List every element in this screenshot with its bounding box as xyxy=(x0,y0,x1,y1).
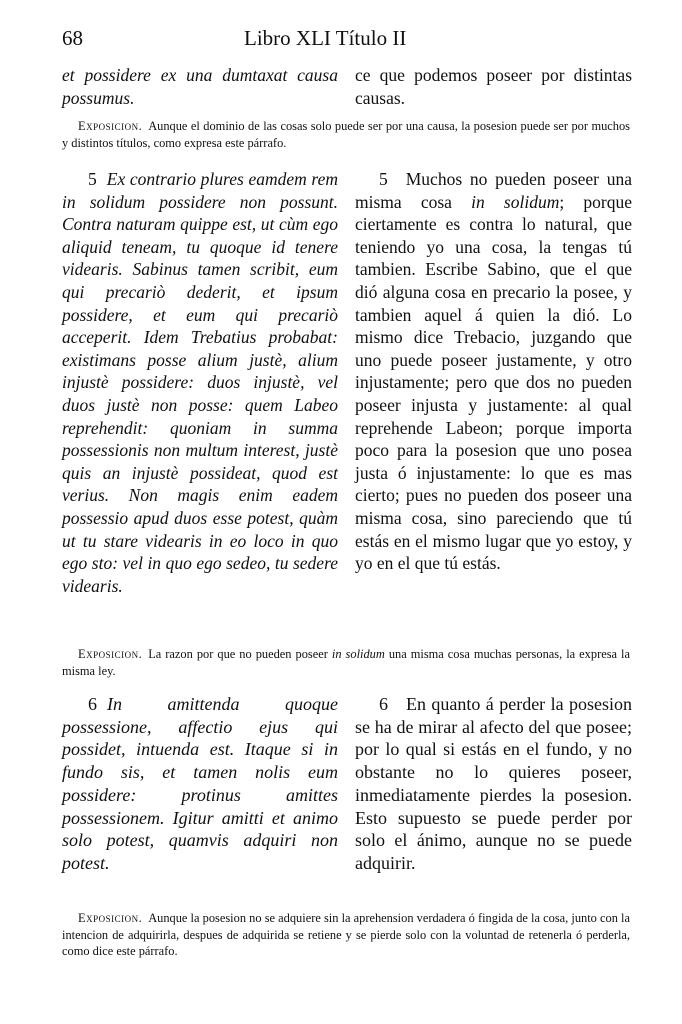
spanish-paragraph: En quanto á perder la posesion se ha de mirar al afecto del que posee; por lo qual si estás en el fundo, y no obstante no lo quieres poseer, inmediatamente pierdes la posesion. Esto supuesto se puede perder por solo el ánimo, aunque no se puede adquirir. xyxy=(355,694,632,873)
page-header xyxy=(62,26,630,56)
exposicion-note xyxy=(62,118,630,151)
exposicion-note xyxy=(62,646,630,679)
spanish-text xyxy=(355,168,632,575)
exposicion-text: La razon por que no pueden poseer xyxy=(148,647,332,661)
paragraph-continuation xyxy=(62,64,634,112)
latin-text: et possidere ex una dumtaxat causa possumus. xyxy=(62,65,338,108)
spanish-text-part: ; porque ciertamente es contra lo natural, que teniendo yo una cosa, la tengas tú tambien. Escribe Sabino, que el que dió alguna cosa en precario la posee, y tambien aquel á quien la dió. Lo mismo dice Trebacio, juzgando que uno puede poseer justamente, y otro injustamente; pero que dos no pueden poseer injusta y justamente: al qual reprehende Labeon; porque importa poco para la posesion que uno posea justa ó injustamente: lo que es mas cierto; pues no pueden dos poseer una misma cosa, sino pareciendo que tú estás en el mismo lugar que yo estoy, y yo en el que tú estás. xyxy=(355,191,632,574)
exposicion-text: Aunque el dominio de las cosas solo puede ser por una causa, la posesion puede ser por muchos y distintos títulos, como expresa este párrafo. xyxy=(62,119,630,150)
spanish-text-part: Muchos no pueden poseer una misma cosa xyxy=(355,169,632,212)
running-title: Libro XLI Título II xyxy=(244,26,407,50)
spanish-text xyxy=(355,693,632,875)
exposicion-label: Exposicion. xyxy=(78,911,143,925)
exposicion-note xyxy=(62,910,630,960)
exposicion-label: Exposicion. xyxy=(78,119,143,133)
latin-paragraph: In amittenda quoque possessione, affectio ejus qui possidet, intuenda est. Itaque si in fundo sis, et tamen nolis eum possidere: protinus amittes possessionem. Igitur amitti et animo solo potest, quamvis adquiri non potest. xyxy=(62,694,338,873)
paragraph-6 xyxy=(62,693,634,903)
paragraph-number: 5 xyxy=(379,169,388,189)
exposicion-italic-term: in solidum xyxy=(331,647,385,661)
latin-text xyxy=(62,168,338,597)
paragraph-number: 5 xyxy=(88,169,97,189)
exposicion-text: Aunque la posesion no se adquiere sin la aprehension verdadera ó fingida de la cosa, junto con la intencion de adquirirla, despues de adquirida se retiene y se pierde solo con la voluntad de retenerla ó perderla, como dice este párrafo. xyxy=(62,911,630,958)
spanish-text: ce que podemos poseer por distintas causas. xyxy=(355,65,632,108)
latin-text xyxy=(62,693,338,875)
paragraph-number: 6 xyxy=(88,694,97,714)
exposicion-label: Exposicion. xyxy=(78,647,143,661)
exposicion-text: una misma cosa muchas personas, la expresa la misma ley. xyxy=(62,647,630,678)
paragraph-number: 6 xyxy=(379,694,388,714)
page-number: 68 xyxy=(62,26,83,50)
latin-paragraph: Ex contrario plures eamdem rem in solidum possidere non possunt. Contra naturam quippe est, ut cùm ego aliquid teneam, tu quoque id tenere videaris. Sabinus tamen scribit, eum qui precariò dederit, et ipsum possidere, et eum qui precariò acceperit. Idem Trebatius probabat: existimans posse alium justè, alium injustè possidere: duos injustè, vel duos justè non posse: quem Labeo reprehendit: quoniam in summa possessionis non multum interest, justè quis an injustè possideat, quod est verius. Non magis enim eadem possessio apud duos esse potest, quàm ut tu stare videaris in eo loco in quo ego sto: vel in quo ego sedeo, tu sedere videaris. xyxy=(62,169,338,596)
paragraph-5 xyxy=(62,168,634,638)
spanish-italic-term: in solidum xyxy=(471,191,560,212)
